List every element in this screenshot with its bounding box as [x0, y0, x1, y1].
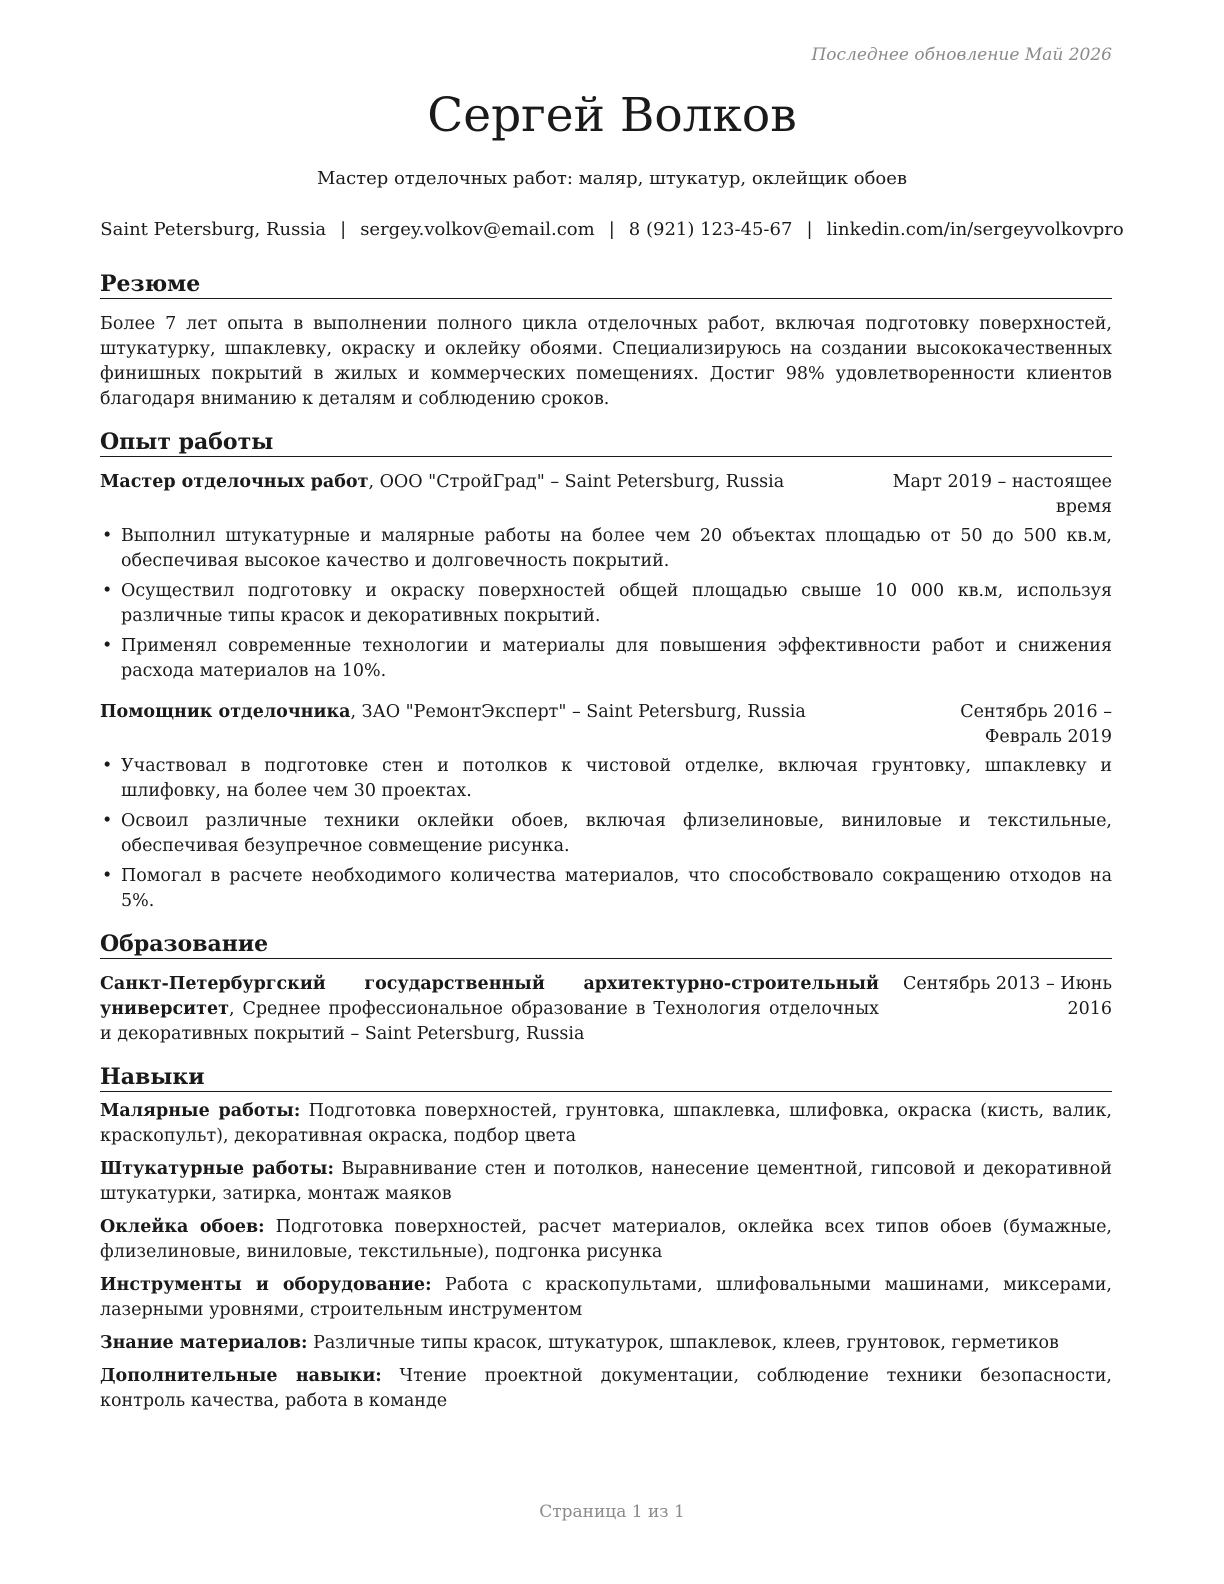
skill-label: Инструменты и оборудование: [100, 1275, 432, 1295]
skills-section [100, 1063, 1112, 1414]
job-entry [100, 700, 1112, 914]
skill-text: Различные типы красок, штукатурок, шпаклевок, клеев, грунтовок, герметиков [307, 1333, 1059, 1353]
job-bullet: • Осуществил подготовку и окраску поверхностей общей площадью свыше 10 000 кв.м, используя различные типы красок и декоративных покрытий. [100, 579, 1112, 629]
job-role: Мастер отделочных работ [100, 472, 369, 492]
job-entry [100, 470, 1112, 684]
education-dates: Сентябрь 2013 – Июнь 2016 [902, 974, 1112, 1019]
education-entry [100, 972, 1112, 1047]
skill-text: Работа с краскопультами, шлифовальными машинами, миксерами, лазерными уровнями, строительным инструментом [100, 1275, 1112, 1320]
job-company: , ЗАО "РемонтЭксперт" – Saint Petersburg, Russia [350, 702, 806, 722]
last-updated-note: Последнее обновление Май 2026 [811, 45, 1112, 65]
job-bullet: • Помогал в расчете необходимого количества материалов, что способствовало сокращению отходов на 5%. [100, 864, 1112, 914]
contact-separator: | [806, 219, 813, 240]
section-title-skills: Навыки [100, 1063, 1112, 1092]
contact-separator: | [608, 219, 615, 240]
section-title-summary: Резюме [100, 270, 1112, 299]
contact-phone-link[interactable]: 8 (921) 123-45-67 [628, 219, 793, 240]
summary-text: Более 7 лет опыта в выполнении полного цикла отделочных работ, включая подготовку поверхностей, штукатурку, шпаклевку, окраску и оклейку обоями. Специализируюсь на создании высококачественных финишных покрытий в жилых и коммерческих помещениях. Достиг 98% удовлетворенности клиентов благодаря вниманию к деталям и соблюдению сроков. [100, 314, 1112, 409]
job-header [100, 700, 1112, 750]
skill-label: Малярные работы: [100, 1101, 301, 1121]
skill-item [100, 1331, 1112, 1356]
page-number: Страница 1 из 1 [539, 1502, 685, 1522]
job-header [100, 470, 1112, 520]
job-bullet: • Применял современные технологии и материалы для повышения эффективности работ и снижения расхода материалов на 10%. [100, 634, 1112, 684]
education-details [100, 972, 879, 1047]
skill-label: Знание материалов: [100, 1333, 308, 1353]
skill-label: Штукатурные работы: [100, 1159, 334, 1179]
skill-item [100, 1215, 1112, 1265]
education-program: , Среднее профессиональное образование в Технология отделочных и декоративных покрытий – Saint Petersburg, Russia [100, 999, 879, 1044]
skill-text: Чтение проектной документации, соблюдение техники безопасности, контроль качества, работа в команде [100, 1366, 1112, 1411]
contact-location: Saint Petersburg, Russia [100, 219, 327, 240]
skill-item [100, 1364, 1112, 1414]
skill-item [100, 1273, 1112, 1323]
candidate-name: Сергей Волков [427, 88, 797, 143]
contact-email-link[interactable]: sergey.volkov@email.com [360, 219, 595, 240]
job-title-line [100, 470, 879, 520]
job-bullet: • Участвовал в подготовке стен и потолков к чистовой отделке, включая грунтовку, шпаклевку и шлифовку, на более чем 30 проектах. [100, 754, 1112, 804]
job-role: Помощник отделочника [100, 702, 351, 722]
section-title-education: Образование [100, 930, 1112, 959]
job-bullets [100, 524, 1112, 684]
job-bullets [100, 754, 1112, 914]
education-institution: Санкт-Петербургский государственный архитектурно-строительный университет [100, 974, 879, 1019]
skill-text: Подготовка поверхностей, грунтовка, шпаклевка, шлифовка, окраска (кисть, валик, краскопульт), декоративная окраска, подбор цвета [100, 1101, 1112, 1146]
job-bullet: • Выполнил штукатурные и малярные работы на более чем 20 объектах площадью от 50 до 500 кв.м, обеспечивая высокое качество и долговечность покрытий. [100, 524, 1112, 574]
job-bullet: • Освоил различные техники оклейки обоев, включая флизелиновые, виниловые и текстильные, обеспечивая безупречное совмещение рисунка. [100, 809, 1112, 859]
job-company: , ООО "СтройГрад" – Saint Petersburg, Russia [368, 472, 785, 492]
job-dates: Сентябрь 2016 – Февраль 2019 [960, 702, 1112, 747]
skill-item [100, 1099, 1112, 1149]
summary-section [100, 270, 1112, 412]
section-title-experience: Опыт работы [100, 428, 1112, 457]
skill-text: Выравнивание стен и потолков, нанесение цементной, гипсовой и декоративной штукатурки, затирка, монтаж маяков [100, 1159, 1112, 1204]
skill-item [100, 1157, 1112, 1207]
skill-label: Оклейка обоев: [100, 1217, 265, 1237]
candidate-headline: Мастер отделочных работ: маляр, штукатур, оклейщик обоев [316, 168, 908, 189]
job-title-line [100, 700, 879, 750]
job-dates: Март 2019 – настоящее время [892, 472, 1112, 517]
skill-label: Дополнительные навыки: [100, 1366, 382, 1386]
experience-section [100, 428, 1112, 914]
contact-line [0, 219, 1224, 240]
contact-separator: | [340, 219, 347, 240]
skill-text: Подготовка поверхностей, расчет материалов, оклейка всех типов обоев (бумажные, флизелиновые, виниловые, текстильные), подгонка рисунка [100, 1217, 1112, 1262]
education-section [100, 930, 1112, 1047]
contact-linkedin-link[interactable]: linkedin.com/in/sergeyvolkovpro [826, 219, 1124, 240]
